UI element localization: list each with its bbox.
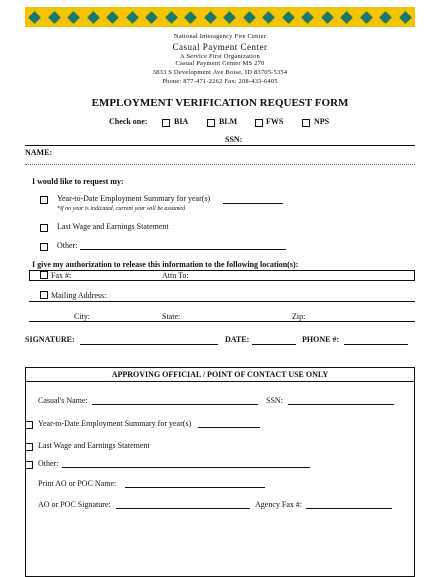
req-ytd-years-field[interactable] (223, 203, 283, 204)
date-label: DATE: (225, 335, 250, 344)
official-ytd-field[interactable] (198, 427, 260, 428)
banner-diamond (67, 11, 80, 24)
official-ytd-label: Year-to-Date Employment Summary for year(s) (38, 419, 192, 428)
banner-diamond (204, 11, 217, 24)
req-ytd-label: Year-to-Date Employment Summary for year(s) (57, 194, 211, 203)
banner-diamond (145, 11, 158, 24)
banner-diamond (340, 11, 353, 24)
req-wage-label: Last Wage and Earnings Statement (57, 222, 169, 231)
checkbox-wage[interactable] (40, 224, 48, 232)
checkbox-blm[interactable] (207, 119, 215, 127)
banner-diamond (28, 11, 41, 24)
name-line[interactable] (25, 164, 415, 165)
official-heading-divider (25, 381, 415, 382)
official-agency-fax-label: Agency Fax #: (255, 500, 303, 509)
signature-field[interactable] (80, 344, 218, 345)
checkbox-fws[interactable] (255, 119, 263, 127)
header-center: Casual Payment Center (172, 42, 268, 52)
official-checkbox-ytd[interactable] (25, 421, 33, 429)
banner-diamond (165, 11, 178, 24)
req-ytd-note: *If no year is indicated, current year will be assumed (57, 206, 186, 212)
signature-label: SIGNATURE: (25, 335, 75, 344)
header-agency: National Interagency Fire Center (173, 33, 267, 40)
state-label: State: (162, 312, 181, 321)
header-service: A Service First Organization (179, 53, 261, 60)
official-heading: APPROVING OFFICIAL / POINT OF CONTACT USE ONLY (111, 370, 329, 379)
checkbox-nps[interactable] (302, 119, 310, 127)
checkbox-bia[interactable] (162, 119, 170, 127)
official-signature-field[interactable] (116, 508, 250, 509)
date-field[interactable] (252, 344, 296, 345)
ssn-line[interactable] (25, 145, 415, 146)
decorative-banner (25, 7, 415, 27)
official-signature-label: AO or POC Signature: (38, 500, 111, 509)
attn-label: Attn To: (162, 271, 189, 280)
official-ssn-field[interactable] (288, 404, 394, 405)
phone-field[interactable] (344, 344, 408, 345)
official-casual-name-label: Casual's Name: (38, 396, 88, 405)
fax-label: Fax #: (51, 271, 72, 280)
ssn-label: SSN: (225, 135, 243, 144)
city-state-zip-line[interactable] (29, 321, 415, 322)
official-wage-label: Last Wage and Earnings Statement (38, 441, 150, 450)
banner-diamond (379, 11, 392, 24)
banner-diamond (360, 11, 373, 24)
banner-diamond (87, 11, 100, 24)
header-phone: Phone: 877-471-2262 Fax: 208-433-6405 (162, 78, 278, 85)
banner-diamond (126, 11, 139, 24)
req-other-label: Other: (57, 241, 78, 250)
check-one-label: Check one: (109, 117, 148, 126)
official-agency-fax-field[interactable] (306, 508, 392, 509)
request-intro: I would like to request my: (32, 177, 124, 186)
option-blm-label: BLM (219, 117, 238, 126)
option-bia-label: BIA (174, 117, 189, 126)
city-label: City: (74, 312, 91, 321)
banner-diamond (106, 11, 119, 24)
mailing-label: Mailing Address: (51, 291, 107, 300)
banner-diamond (301, 11, 314, 24)
official-other-label: Other: (38, 459, 59, 468)
official-print-name-label: Print AO or POC Name: (38, 479, 117, 488)
banner-diamond (282, 11, 295, 24)
official-checkbox-wage[interactable] (25, 443, 33, 451)
official-other-field[interactable] (62, 467, 310, 468)
official-casual-name-field[interactable] (92, 404, 258, 405)
zip-label: Zip: (292, 312, 306, 321)
option-nps-label: NPS (314, 117, 330, 126)
mailing-address-line[interactable] (29, 301, 415, 302)
banner-diamond (262, 11, 275, 24)
form-title: EMPLOYMENT VERIFICATION REQUEST FORM (91, 97, 349, 109)
phone-label: PHONE #: (302, 335, 340, 344)
banner-diamond (48, 11, 61, 24)
option-fws-label: FWS (266, 117, 284, 126)
official-ssn-label: SSN: (266, 396, 283, 405)
banner-diamond (223, 11, 236, 24)
header-address: 3833 S Development Ave Boise, ID 83705-5354 (152, 69, 288, 76)
checkbox-mailing[interactable] (40, 291, 48, 299)
checkbox-ytd[interactable] (40, 196, 48, 204)
checkbox-other[interactable] (40, 243, 48, 251)
req-other-field[interactable] (80, 249, 286, 250)
official-checkbox-other[interactable] (25, 461, 33, 469)
banner-diamond (243, 11, 256, 24)
banner-diamond (184, 11, 197, 24)
header-ms: Casual Payment Center MS 270 (175, 60, 265, 67)
checkbox-fax[interactable] (40, 271, 48, 279)
name-label: NAME: (25, 148, 53, 157)
fax-row (29, 270, 415, 281)
authorization-text: I give my authorization to release this information to the following location(s): (32, 260, 299, 269)
official-print-name-field[interactable] (125, 487, 265, 488)
banner-diamond (321, 11, 334, 24)
banner-diamond (399, 11, 412, 24)
